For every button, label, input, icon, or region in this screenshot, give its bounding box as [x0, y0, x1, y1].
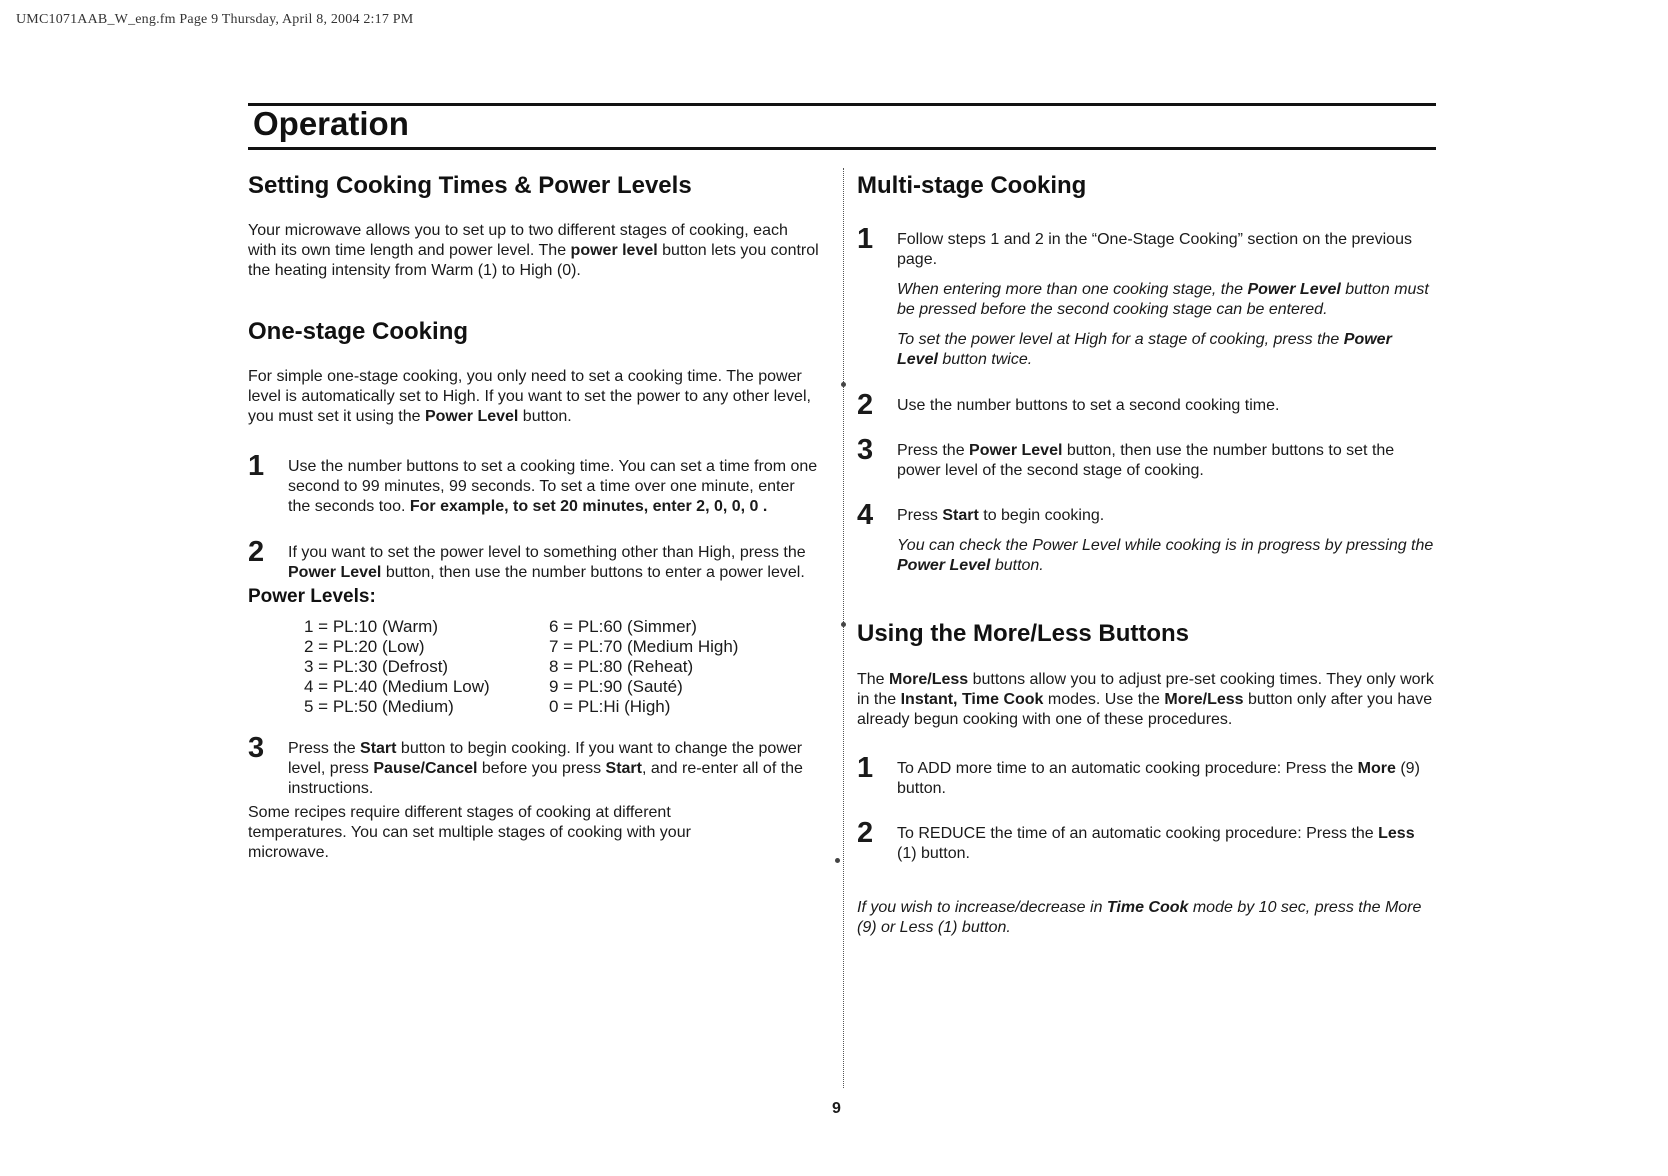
step-note: You can check the Power Level while cooking is in progress by pressing the Power Level button.: [897, 537, 1434, 574]
more-less-heading: Using the More/Less Buttons: [857, 620, 1190, 647]
step-text: Use the number buttons to set a cooking time. You can set a time from one second to 99 minutes, 99 seconds. To set a time over one minute, enter the seconds too. For example, to set 20 minutes, enter 2, 0, 0, 0 .: [288, 458, 818, 515]
one-stage-heading: One-stage Cooking: [248, 318, 469, 345]
multi-stage-step-2: [857, 389, 1437, 421]
step-number: 2: [248, 536, 265, 568]
one-stage-body: For simple one-stage cooking, you only need to set a cooking time. The power level is automatically set to High. If you want to set the power to any other level, you must set it using the Power Level button.: [248, 368, 811, 425]
step-number: 1: [857, 223, 874, 255]
power-level-entry: 4 = PL:40 (Medium Low): [304, 677, 490, 696]
one-stage-step-2: [248, 536, 820, 583]
power-level-entry: 6 = PL:60 (Simmer): [549, 617, 697, 636]
step-text: Press the Power Level button, then use the number buttons to set the power level of the second stage of cooking.: [897, 442, 1395, 479]
step-text: Use the number buttons to set a second cooking time.: [897, 397, 1280, 414]
step-text: Follow steps 1 and 2 in the “One-Stage Cooking” section on the previous page.: [897, 231, 1412, 268]
closing-paragraph: Some recipes require different stages of cooking at different temperatures. You can set multiple stages of cooking with your microwave.: [248, 804, 691, 861]
page-number: 9: [832, 1100, 841, 1117]
power-levels-heading: Power Levels:: [248, 586, 376, 607]
step-number: 3: [248, 732, 265, 764]
step-number: 1: [857, 752, 874, 784]
power-level-entry: 3 = PL:30 (Defrost): [304, 657, 449, 676]
right-column: [857, 172, 1437, 938]
power-levels-table: [304, 617, 820, 717]
more-less-body: The More/Less buttons allow you to adjust pre-set cooking times. They only work in the Instant, Time Cook modes. Use the More/Less button only after you have already begun cooking with one of these procedures.: [857, 671, 1434, 728]
binding-mark: [841, 382, 846, 387]
step-note: To set the power level at High for a stage of cooking, press the Power Level button twice.: [897, 331, 1392, 368]
more-less-step-1: [857, 752, 1437, 799]
step-number: 2: [857, 817, 874, 849]
power-level-entry: 9 = PL:90 (Sauté): [549, 677, 683, 696]
multi-stage-heading: Multi-stage Cooking: [857, 172, 1087, 199]
step-number: 3: [857, 434, 874, 466]
title-rule-top: [248, 103, 1436, 106]
power-level-entry: 7 = PL:70 (Medium High): [549, 637, 739, 656]
power-level-entry: 2 = PL:20 (Low): [304, 637, 425, 656]
step-number: 2: [857, 389, 874, 421]
binding-mark: [841, 622, 846, 627]
power-level-entry: 8 = PL:80 (Reheat): [549, 657, 694, 676]
step-text: To ADD more time to an automatic cooking procedure: Press the More (9) button.: [897, 760, 1420, 797]
title-rule-bottom: [248, 147, 1436, 150]
step-text: Press the Start button to begin cooking. If you want to change the power level, press Pause/Cancel before you press Start, and re-enter all of the instructions.: [288, 740, 803, 797]
left-column: [248, 172, 820, 863]
step-text: To REDUCE the time of an automatic cooking procedure: Press the Less (1) button.: [897, 825, 1415, 862]
setting-body: Your microwave allows you to set up to two different stages of cooking, each with its own time length and power level. The power level button lets you control the heating intensity from Warm (1) to High (0).: [248, 222, 819, 279]
multi-stage-step-1: [857, 223, 1437, 370]
power-level-entry: 0 = PL:Hi (High): [549, 697, 671, 716]
one-stage-step-3: [248, 732, 820, 799]
multi-stage-step-3: [857, 434, 1437, 481]
power-level-entry: 1 = PL:10 (Warm): [304, 617, 438, 636]
setting-heading: Setting Cooking Times & Power Levels: [248, 172, 692, 199]
step-number: 1: [248, 450, 265, 482]
step-text: Press Start to begin cooking.: [897, 507, 1105, 524]
step-number: 4: [857, 499, 874, 531]
multi-stage-step-4: [857, 499, 1437, 576]
more-less-step-2: [857, 817, 1437, 864]
binding-mark: [835, 858, 840, 863]
more-less-note: If you wish to increase/decrease in Time Cook mode by 10 sec, press the More (9) or Less (1) button.: [857, 899, 1422, 936]
step-note: When entering more than one cooking stage, the Power Level button must be pressed before the second cooking stage can be entered.: [897, 281, 1429, 318]
file-header: UMC1071AAB_W_eng.fm Page 9 Thursday, April 8, 2004 2:17 PM: [16, 12, 414, 27]
step-text: If you want to set the power level to something other than High, press the Power Level button, then use the number buttons to enter a power level.: [288, 544, 806, 581]
one-stage-step-1: [248, 450, 820, 517]
chapter-title: Operation: [253, 105, 409, 142]
power-level-entry: 5 = PL:50 (Medium): [304, 697, 454, 716]
column-divider: [843, 168, 844, 1088]
